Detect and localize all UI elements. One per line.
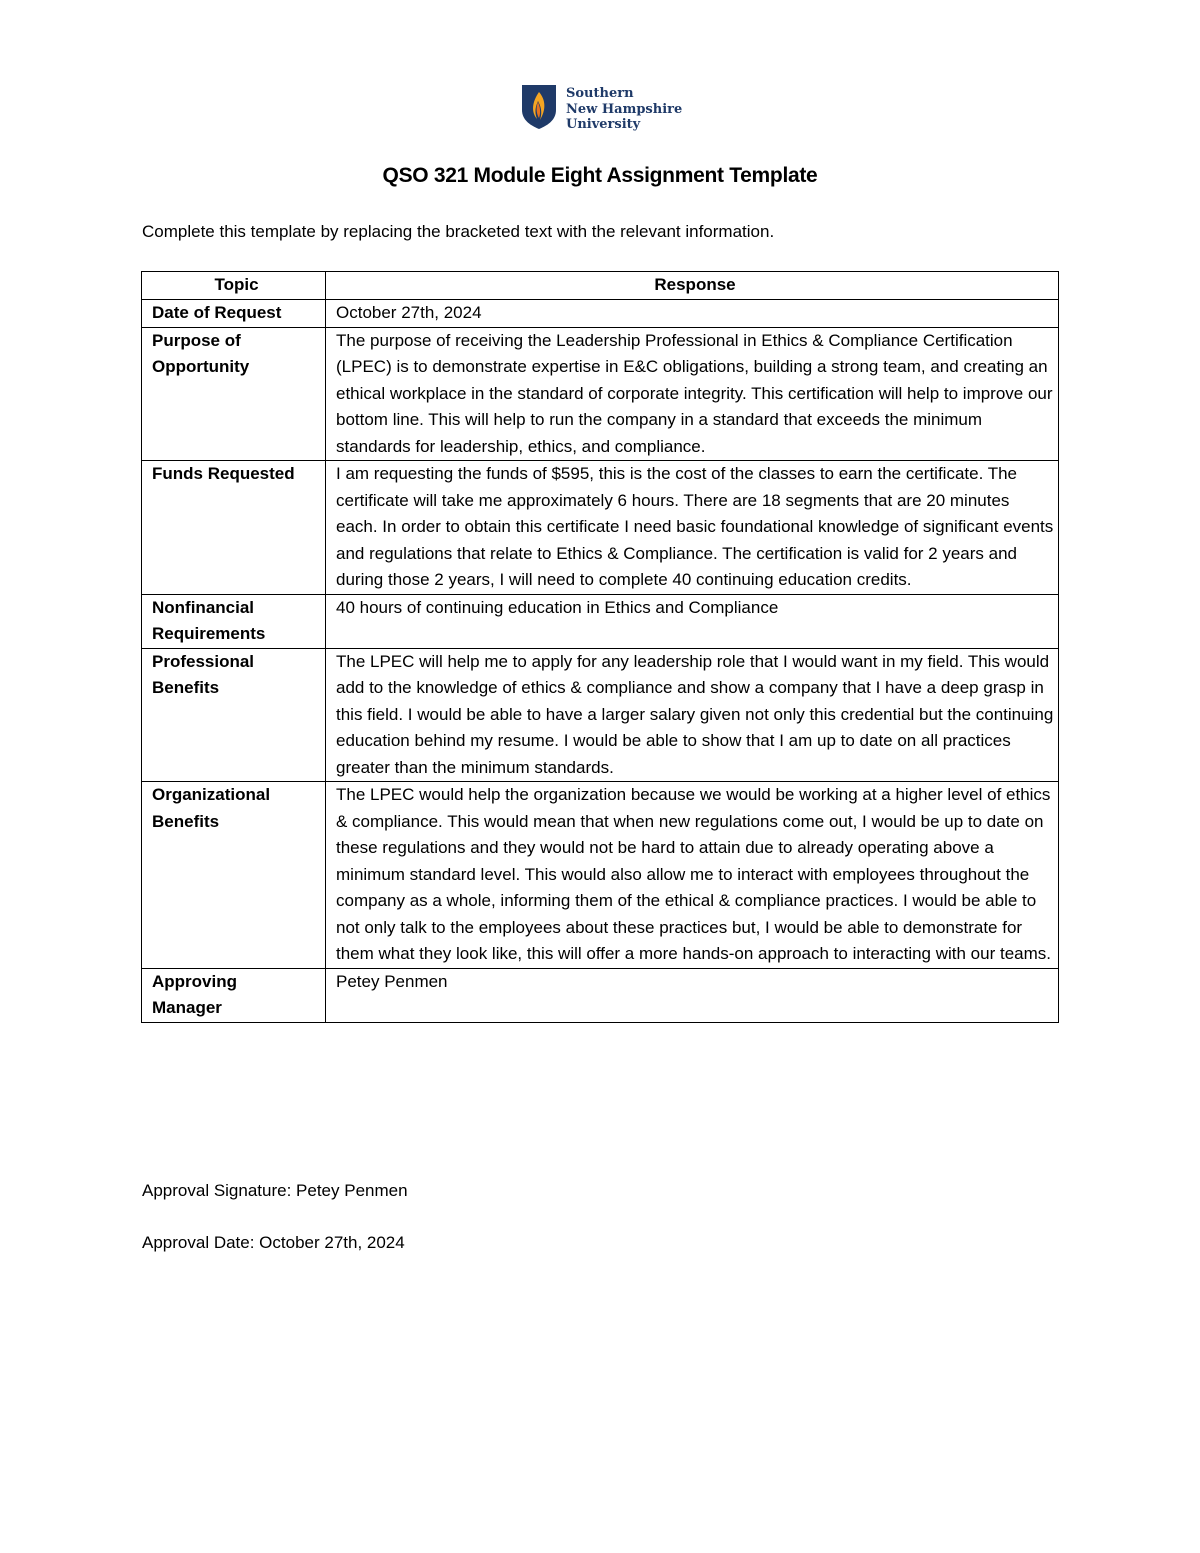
table-row (142, 968, 1059, 1022)
topic-label: Nonfinancial Requirements (152, 597, 266, 643)
response-cell: October 27th, 2024 (326, 300, 1059, 328)
shield-flame-icon (521, 84, 557, 130)
topic-cell (142, 648, 326, 782)
logo-line-2: New Hampshire (566, 101, 683, 117)
response-header: Response (326, 272, 1059, 300)
topic-cell (142, 782, 326, 969)
topic-label: Date of Request (152, 303, 282, 322)
topic-cell (142, 327, 326, 461)
topic-label: Professional Benefits (152, 651, 255, 697)
topic-header: Topic (142, 272, 326, 300)
topic-cell (142, 300, 326, 328)
approval-date: Approval Date: October 27th, 2024 (142, 1233, 405, 1252)
table-row (142, 782, 1059, 969)
logo-line-1: Southern (566, 86, 634, 101)
topic-label: Approving Manager (152, 971, 237, 1017)
response-cell: Petey Penmen (326, 968, 1059, 1022)
assignment-table (141, 271, 1059, 1023)
intro-instructions: Complete this template by replacing the bracketed text with the relevant information. (142, 222, 775, 241)
topic-cell (142, 461, 326, 595)
response-cell: 40 hours of continuing education in Ethics and Compliance (326, 594, 1059, 648)
university-logo (521, 84, 691, 132)
response-cell: The LPEC will help me to apply for any leadership role that I would want in my field. This would add to the knowledge of ethics & compliance and show a company that I have a deep grasp in this field. I would be able to have a larger salary given not only this credential but the continuing education behind my resume. I would be able to show that I am up to date on all practices greater than the minimum standards. (326, 648, 1059, 782)
document-title: QSO 321 Module Eight Assignment Template (382, 164, 818, 187)
response-cell: I am requesting the funds of $595, this is the cost of the classes to earn the certificate. The certificate will take me approximately 6 hours. There are 18 segments that are 20 minutes each. In order to obtain this certificate I need basic foundational knowledge of significant events and regulations that relate to Ethics & Compliance. The certification is valid for 2 years and during those 2 years, I will need to complete 40 continuing education credits. (326, 461, 1059, 595)
topic-label: Purpose of Opportunity (152, 330, 250, 376)
table-row (142, 594, 1059, 648)
topic-label: Funds Requested (152, 464, 295, 483)
table-header-row (142, 272, 1059, 300)
topic-cell (142, 594, 326, 648)
table-row (142, 327, 1059, 461)
university-name (566, 86, 682, 133)
table-row (142, 648, 1059, 782)
response-cell: The purpose of receiving the Leadership Professional in Ethics & Compliance Certification (LPEC) is to demonstrate expertise in E&C obligations, building a strong team, and creating an ethical workplace in the standard of corporate integrity. This certification will help to improve our bottom line. This will help to run the company in a standard that exceeds the minimum standards for leadership, ethics, and compliance. (326, 327, 1059, 461)
topic-cell (142, 968, 326, 1022)
response-cell: The LPEC would help the organization because we would be working at a higher level of ethics & compliance. This would mean that when new regulations come out, I would be up to date on these regulations and they would not be hard to attain due to already operating above a minimum standard level. This would also allow me to interact with employees throughout the company as a whole, informing them of the ethical & compliance practices. I would be able to not only talk to the employees about these practices but, I would be able to demonstrate for them what they look like, this will offer a more hands-on approach to interacting with our teams. (326, 782, 1059, 969)
topic-label: Organizational Benefits (152, 785, 271, 831)
logo-line-3: University (566, 117, 641, 132)
approval-signature: Approval Signature: Petey Penmen (142, 1181, 408, 1200)
table-row (142, 461, 1059, 595)
table-row (142, 300, 1059, 328)
